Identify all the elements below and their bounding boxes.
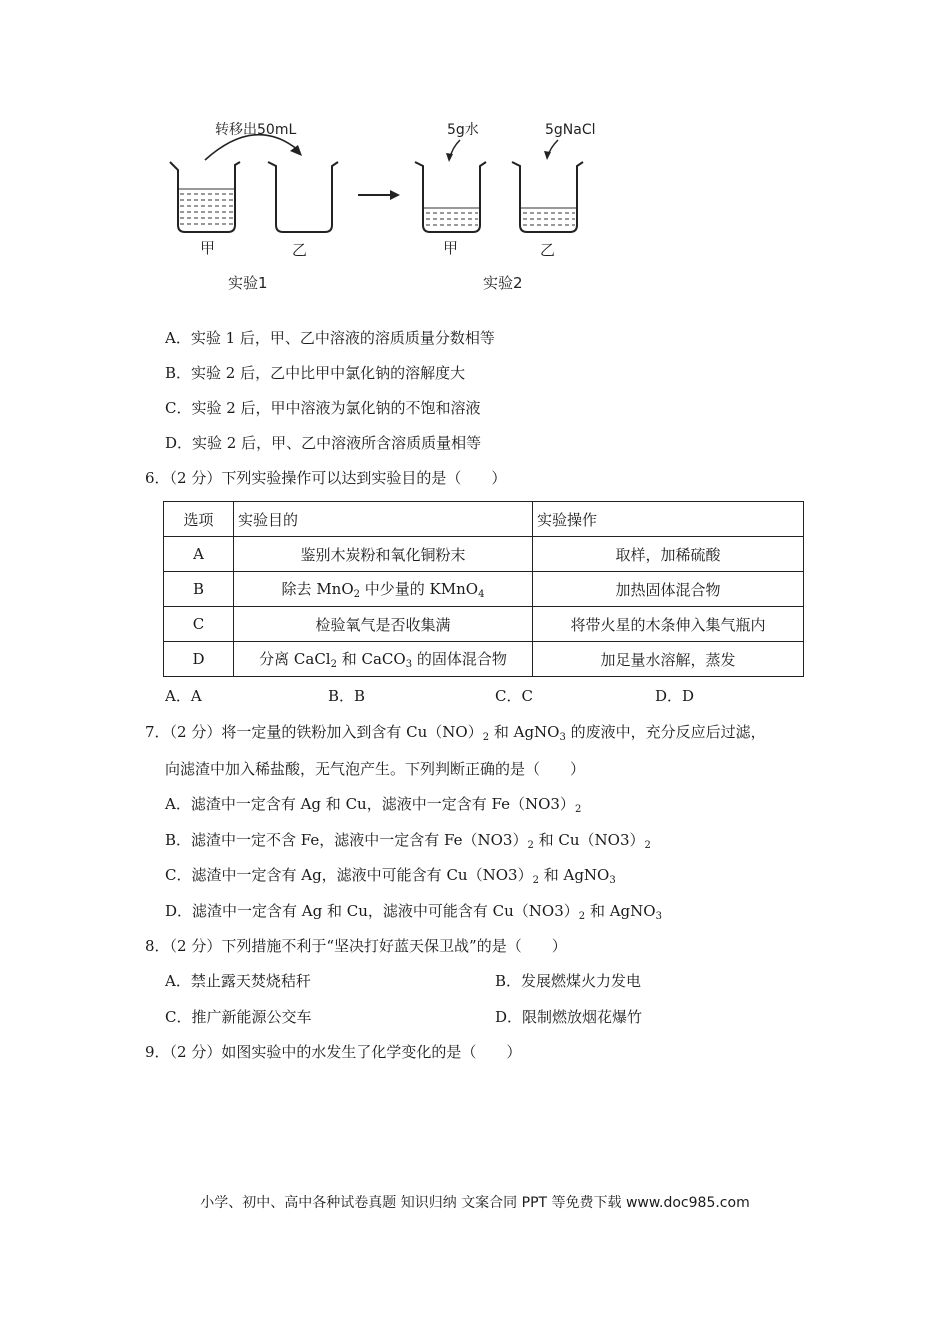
q8-option-b: B．发展燃煤火力发电 xyxy=(495,972,642,990)
q8-option-c: C．推广新能源公交车 xyxy=(165,1008,312,1026)
beaker-jia-2 xyxy=(415,162,486,232)
q7-option-b: B．滤渣中一定不含 Fe，滤液中一定含有 $Fe(NO3)_2$ 和 $Cu(NO3)_2$ xyxy=(165,831,651,851)
table-cell-purpose: 鉴别木炭粉和氧化铜粉末 xyxy=(234,537,533,572)
beaker-yi-2 xyxy=(512,162,583,232)
table-header-row xyxy=(164,502,804,537)
water-label: 5g水 xyxy=(447,122,479,138)
q7-stem-line1: 7．（2 分）将一定量的铁粉加入到含有 $Cu(NO)_2$ 和 AgNO$_3$ 的废液中，充分反应后过滤， xyxy=(145,723,766,743)
nacl-label: 5gNaCl xyxy=(545,122,596,138)
q6-answer-d: D．D xyxy=(655,687,695,705)
q6-stem: 6．（2 分）下列实验操作可以达到实验目的是（ ） xyxy=(145,469,507,487)
table-header-purpose: 实验目的 xyxy=(234,502,533,537)
table-cell-option: A xyxy=(164,537,234,572)
table-row xyxy=(164,607,804,642)
q5-option-c: C．实验 2 后，甲中溶液为氯化钠的不饱和溶液 xyxy=(165,399,481,417)
q6-table xyxy=(163,501,804,677)
label-yi-2: 乙 xyxy=(540,241,556,259)
table-cell-purpose: 除去 MnO$_2$ 中少量的 KMnO$_4$ xyxy=(234,572,533,607)
table-row xyxy=(164,537,804,572)
table-cell-purpose: 检验氧气是否收集满 xyxy=(234,607,533,642)
transfer-arrow xyxy=(205,135,298,160)
q5-option-d: D．实验 2 后，甲、乙中溶液所含溶质质量相等 xyxy=(165,434,482,452)
q8-stem: 8．（2 分）下列措施不利于“坚决打好蓝天保卫战”的是（ ） xyxy=(145,937,567,955)
beaker-yi-1 xyxy=(268,162,338,232)
q7-option-d: D．滤渣中一定含有 Ag 和 Cu，滤液中可能含有 $Cu(NO3)_2$ 和 AgNO$_3$ xyxy=(165,902,662,922)
q5-option-a: A．实验 1 后，甲、乙中溶液的溶质质量分数相等 xyxy=(165,329,495,347)
experiment-diagram xyxy=(160,110,640,300)
q7-option-c: C．滤渣中一定含有 Ag，滤液中可能含有 $Cu(NO3)_2$ 和 AgNO$_3$ xyxy=(165,866,616,886)
label-exp1: 实验1 xyxy=(228,274,268,292)
table-cell-option: C xyxy=(164,607,234,642)
label-yi-1: 乙 xyxy=(292,241,308,259)
table-cell-purpose: 分离 CaCl$_2$ 和 CaCO$_3$ 的固体混合物 xyxy=(234,642,533,677)
table-cell-operation: 加足量水溶解，蒸发 xyxy=(533,642,804,677)
transfer-arrowhead xyxy=(290,145,302,156)
label-jia-1: 甲 xyxy=(200,239,216,257)
q8-option-d: D．限制燃放烟花爆竹 xyxy=(495,1008,643,1026)
table-cell-option: D xyxy=(164,642,234,677)
label-jia-2: 甲 xyxy=(443,239,459,257)
q7-stem-line2: 向滤渣中加入稀盐酸，无气泡产生。下列判断正确的是（ ） xyxy=(165,760,586,778)
q7-option-a: A．滤渣中一定含有 Ag 和 Cu，滤液中一定含有 $Fe(NO3)_2$ xyxy=(165,795,582,815)
table-header-operation: 实验操作 xyxy=(533,502,804,537)
q9-stem: 9．（2 分）如图实验中的水发生了化学变化的是（ ） xyxy=(145,1043,522,1061)
table-header-option: 选项 xyxy=(164,502,234,537)
table-cell-operation: 取样，加稀硫酸 xyxy=(533,537,804,572)
table-cell-operation: 加热固体混合物 xyxy=(533,572,804,607)
q6-answer-c: C．C xyxy=(495,687,533,705)
table-cell-operation: 将带火星的木条伸入集气瓶内 xyxy=(533,607,804,642)
table-row xyxy=(164,642,804,677)
label-exp2: 实验2 xyxy=(483,274,523,292)
table-cell-option: B xyxy=(164,572,234,607)
transfer-label: 转移出50mL xyxy=(215,122,297,138)
q6-answer-a: A．A xyxy=(165,687,202,705)
table-row xyxy=(164,572,804,607)
beaker-jia-1 xyxy=(170,162,240,232)
page-footer: 小学、初中、高中各种试卷真题 知识归纳 文案合同 PPT 等免费下载 www.doc985.com xyxy=(200,1195,750,1211)
q8-option-a: A．禁止露天焚烧秸秆 xyxy=(165,972,311,990)
q6-answer-b: B．B xyxy=(328,687,366,705)
q5-option-b: B．实验 2 后，乙中比甲中氯化钠的溶解度大 xyxy=(165,364,466,382)
